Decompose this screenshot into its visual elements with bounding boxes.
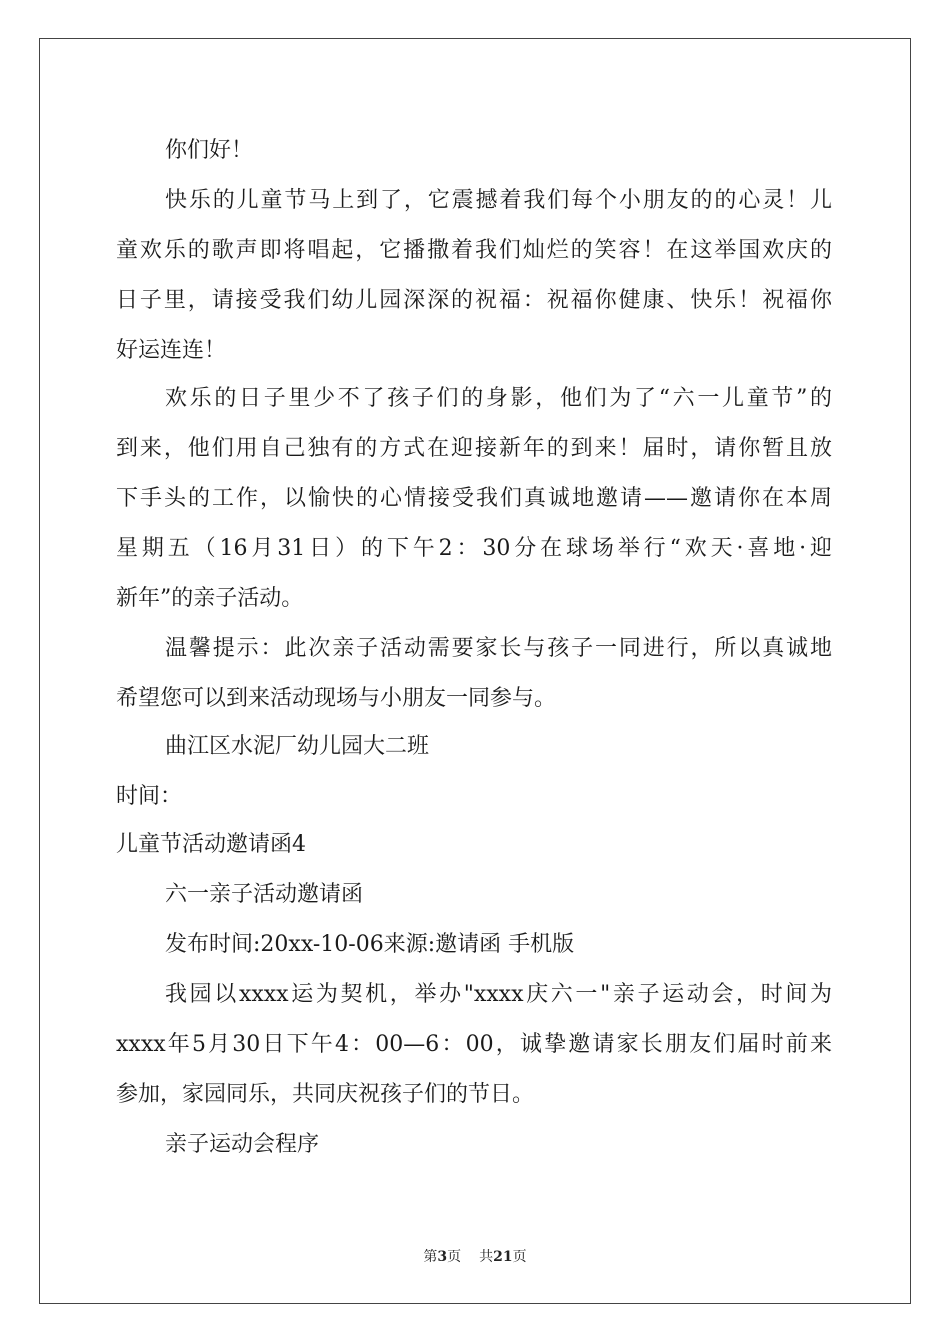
footer-page-prefix: 第 — [423, 1249, 438, 1265]
text-line: 六一亲子活动邀请函 — [165, 882, 364, 907]
footer-page-total: 21 — [493, 1249, 513, 1265]
text-line: xxxx年5月30日下午4：00—6：00，诚挚邀请家长朋友们届时前来 — [116, 1032, 832, 1057]
text-line: 曲江区水泥厂幼儿园大二班 — [165, 734, 430, 759]
text-line: 日子里，请接受我们幼儿园深深的祝福：祝福你健康、快乐！祝福你 — [116, 288, 832, 313]
text-line: 我园以xxxx运为契机，举办"xxxx庆六一"亲子运动会，时间为 — [165, 982, 832, 1007]
text-line: 欢乐的日子里少不了孩子们的身影，他们为了“六一儿童节”的 — [165, 386, 832, 411]
text-line: 儿童节活动邀请函4 — [116, 832, 306, 857]
text-line: 时间： — [116, 784, 183, 809]
text-line: 参加，家园同乐，共同庆祝孩子们的节日。 — [116, 1082, 535, 1107]
page-footer — [0, 1246, 950, 1266]
text-line: 星期五（16月31日）的下午2：30分在球场举行“欢天·喜地·迎 — [116, 536, 832, 561]
text-line: 希望您可以到来活动现场与小朋友一同参与。 — [116, 686, 557, 711]
footer-total-prefix: 共 — [479, 1249, 494, 1265]
text-line: 童欢乐的歌声即将唱起，它播撒着我们灿烂的笑容！在这举国欢庆的 — [116, 238, 832, 263]
text-line: 好运连连！ — [116, 338, 227, 363]
text-line: 亲子运动会程序 — [165, 1132, 320, 1157]
page-border — [39, 38, 911, 1304]
text-line: 温馨提示：此次亲子活动需要家长与孩子一同进行，所以真诚地 — [165, 636, 832, 661]
text-line: 下手头的工作，以愉快的心情接受我们真诚地邀请——邀请你在本周 — [116, 486, 832, 511]
footer-page-suffix: 页 — [447, 1249, 462, 1265]
text-line: 新年”的亲子活动。 — [116, 586, 304, 611]
text-line: 到来，他们用自己独有的方式在迎接新年的到来！届时，请你暂且放 — [116, 436, 832, 461]
text-line: 你们好！ — [165, 138, 254, 163]
text-line: 快乐的儿童节马上到了，它震撼着我们每个小朋友的的心灵！儿 — [165, 188, 832, 213]
text-line: 发布时间:20xx-10-06来源:邀请函 手机版 — [165, 932, 575, 957]
footer-page-current: 3 — [437, 1249, 448, 1265]
footer-total-suffix: 页 — [512, 1249, 527, 1265]
